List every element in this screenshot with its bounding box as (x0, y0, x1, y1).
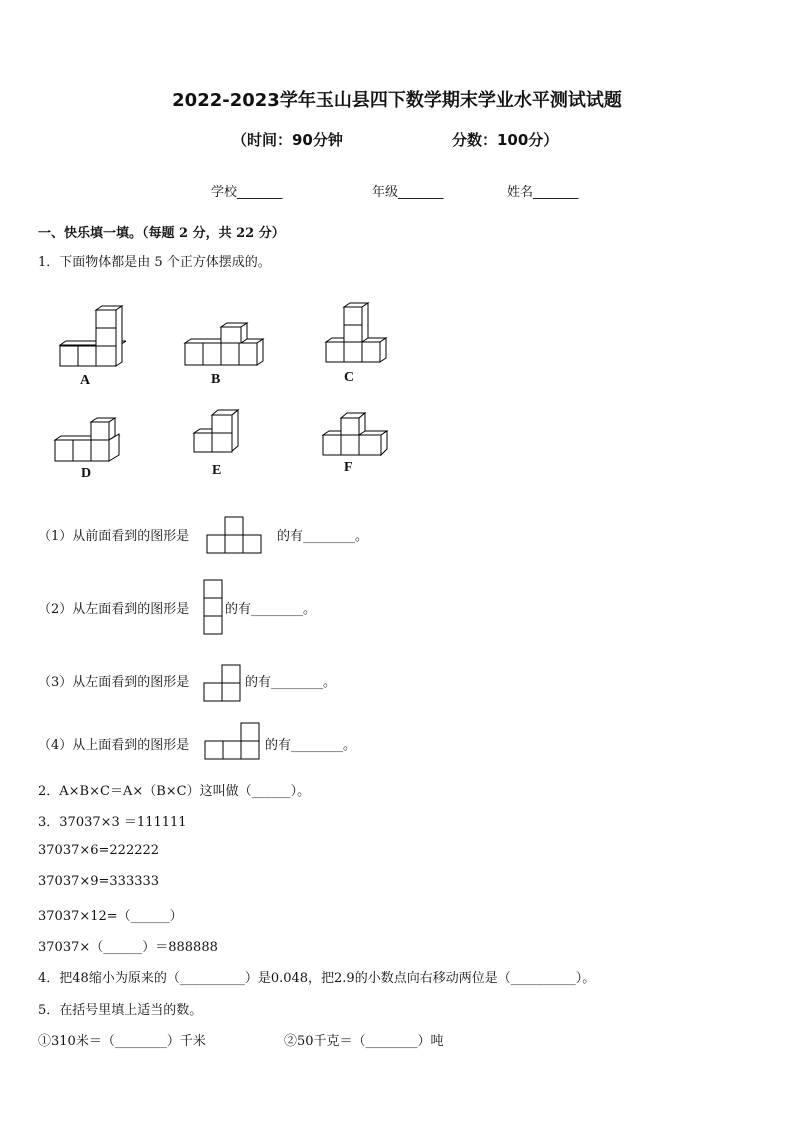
question-4[interactable]: 4．把48缩小为原来的（__________）是0.048，把2.9的小数点向右移动两位是（__________）。 (38, 971, 596, 986)
figure-label-d: D (81, 466, 92, 481)
question-3-line-3: 37037×9=333333 (38, 874, 160, 889)
cube-figure-a (56, 305, 126, 371)
sub-question-3-blank[interactable]: 的有________。 (245, 675, 337, 690)
cube-figure-e (192, 408, 244, 460)
page-title: 2022-2023学年玉山县四下数学期末学业水平测试试题 (172, 90, 622, 111)
cube-figure-d (53, 417, 123, 463)
total-score: 分数：100分） (452, 131, 559, 149)
sub-question-2-text: （2）从左面看到的图形是 (38, 602, 190, 617)
cube-figure-c (324, 302, 388, 364)
question-1-stem: 1．下面物体都是由 5 个正方体摆成的。 (38, 255, 271, 270)
sub-question-4-text: （4）从上面看到的图形是 (38, 738, 190, 753)
front-view-shape (206, 516, 264, 554)
figure-label-b: B (211, 372, 221, 387)
question-5-item-1[interactable]: ①310米＝（________）千米 (38, 1034, 206, 1049)
figure-label-f: F (344, 460, 353, 475)
left-view-shape-column (203, 579, 223, 635)
question-5-stem: 5．在括号里填上适当的数。 (38, 1003, 203, 1018)
figure-label-a: A (80, 373, 91, 388)
sub-question-1-text: （1）从前面看到的图形是 (38, 529, 190, 544)
question-3-line-5[interactable]: 37037×（______）＝888888 (38, 940, 218, 955)
figure-label-e: E (212, 463, 222, 478)
section-heading: 一、快乐填一填。（每题 2 分，共 22 分） (38, 226, 285, 241)
sub-question-2-blank[interactable]: 的有________。 (225, 602, 317, 617)
cube-figure-b (183, 322, 265, 368)
question-3-line-2: 37037×6=222222 (38, 843, 160, 858)
name-field: 姓名_______ (507, 185, 579, 200)
sub-question-4-blank[interactable]: 的有________。 (265, 738, 357, 753)
sub-question-1-blank[interactable]: 的有________。 (277, 529, 369, 544)
left-view-shape-l (203, 664, 243, 702)
time-limit: （时间：90分钟 (232, 131, 343, 149)
cube-figure-f (321, 411, 391, 459)
grade-field: 年级_______ (372, 185, 444, 200)
question-3-line-4[interactable]: 37037×12=（______） (38, 909, 183, 924)
figure-label-c: C (344, 370, 355, 385)
question-5-item-2[interactable]: ②50千克＝（________）吨 (284, 1034, 444, 1049)
top-view-shape (204, 722, 264, 760)
question-2[interactable]: 2．A×B×C＝A×（B×C）这叫做（______）。 (38, 784, 311, 799)
school-field: 学校_______ (211, 185, 283, 200)
sub-question-3-text: （3）从左面看到的图形是 (38, 675, 190, 690)
question-3-line-1: 3．37037×3 ＝111111 (38, 815, 187, 830)
